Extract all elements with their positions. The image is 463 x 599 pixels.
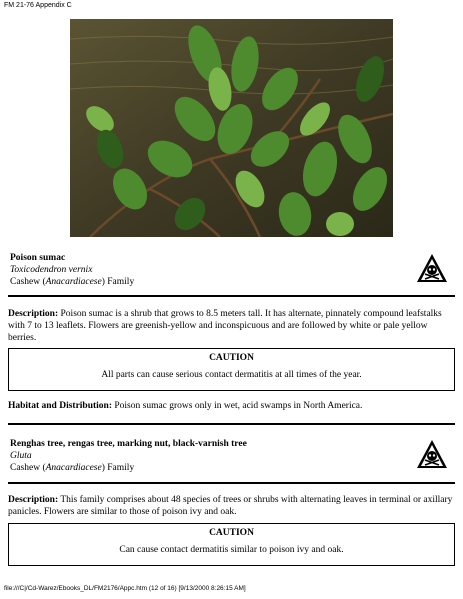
entry-renghas-tree bbox=[10, 438, 247, 474]
skull-crossbones-warning-icon bbox=[416, 438, 448, 470]
plant-latin-name: Toxicodendron vernix bbox=[10, 265, 93, 275]
section-divider bbox=[8, 295, 455, 297]
caution-box bbox=[8, 523, 455, 566]
plant-family: Cashew (Anacardiacese) Family bbox=[10, 463, 135, 473]
plant-name: Renghas tree, rengas tree, marking nut, black-varnish tree bbox=[10, 439, 247, 449]
description-renghas-tree: Description: This family comprises about 48 species of trees or shrubs with alternating leaves in terminal or axillary panicles. Flowers are similar to those of poison ivy and oak. bbox=[8, 495, 453, 517]
skull-crossbones-warning-icon bbox=[416, 252, 448, 284]
caution-title: CAUTION bbox=[209, 528, 254, 538]
description-poison-sumac: Description: Poison sumac is a shrub that grows to 8.5 meters tall. It has alternate, pinnately compound leafstalks with 7 to 13 leaflets. Flowers are greenish-yellow and inconspicuous and are followed by white or pale yellow berries. bbox=[8, 309, 442, 343]
caution-text: Can cause contact dermatitis similar to poison ivy and oak. bbox=[119, 545, 344, 555]
plant-name: Poison sumac bbox=[10, 253, 66, 263]
page-footer: file:///C|/Cd-Warez/Ebooks_DL/FM2176/Appc.htm (12 of 16) [9/13/2000 8:26:15 AM] bbox=[4, 585, 246, 592]
habitat-poison-sumac: Habitat and Distribution: Poison sumac grows only in wet, acid swamps in North America. bbox=[8, 401, 363, 411]
section-divider bbox=[8, 423, 455, 425]
caution-box bbox=[8, 348, 455, 391]
plant-family: Cashew (Anacardiacese) Family bbox=[10, 277, 135, 287]
section-divider bbox=[8, 482, 455, 484]
page-header: FM 21-76 Appendix C bbox=[4, 2, 72, 9]
poison-sumac-photo bbox=[70, 19, 393, 237]
caution-text: All parts can cause serious contact dermatitis at all times of the year. bbox=[101, 370, 362, 380]
caution-title: CAUTION bbox=[209, 353, 254, 363]
entry-poison-sumac bbox=[10, 252, 134, 288]
plant-latin-name: Gluta bbox=[10, 451, 32, 461]
